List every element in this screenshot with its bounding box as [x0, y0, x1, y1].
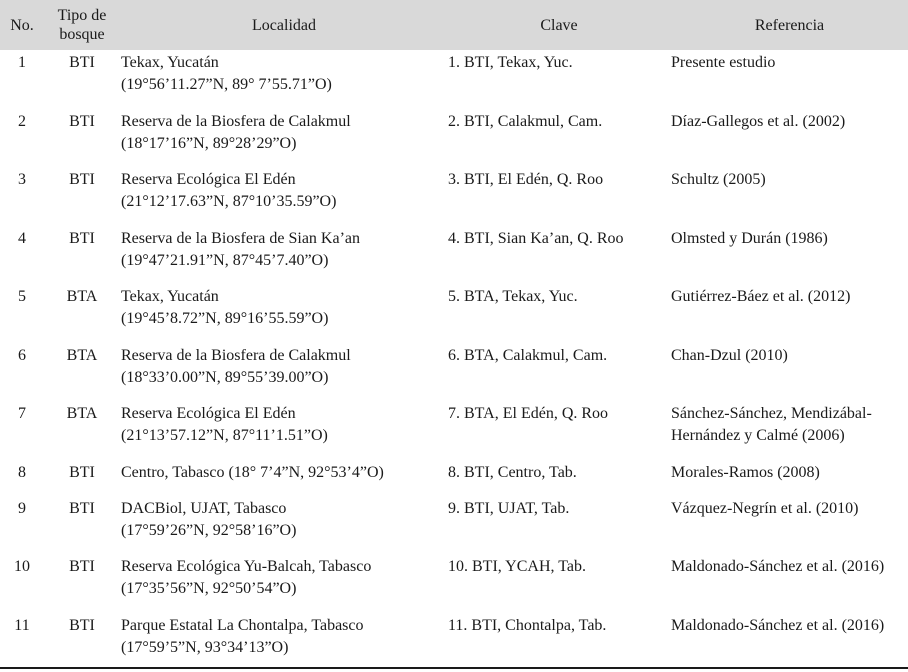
- cell-referencia: [671, 498, 907, 520]
- cell-localidad-line: (21°13’57.12”N, 87°11’1.51”O): [121, 427, 328, 444]
- cell-tipo: [58, 111, 106, 133]
- cell-localidad-line: Parque Estatal La Chontalpa, Tabasco: [121, 617, 364, 634]
- cell-localidad-line: Tekax, Yucatán: [121, 288, 219, 305]
- cell-referencia: [671, 345, 907, 367]
- cell-no: [0, 615, 44, 637]
- cell-clave: [448, 169, 658, 191]
- cell-tipo: [58, 52, 106, 74]
- cell-localidad-line: (17°59’26”N, 92°58’16”O): [121, 522, 297, 539]
- cell-referencia-line: Sánchez-Sánchez, Mendizábal-: [671, 405, 872, 422]
- cell-clave: [448, 111, 658, 133]
- cell-clave: [448, 498, 658, 520]
- cell-referencia: [671, 615, 907, 637]
- cell-referencia: [671, 52, 907, 74]
- cell-localidad: [121, 169, 431, 213]
- cell-localidad: [121, 286, 431, 330]
- cell-clave-line: 4. BTI, Sian Ka’an, Q. Roo: [448, 230, 624, 247]
- cell-clave-line: 10. BTI, YCAH, Tab.: [448, 558, 586, 575]
- cell-referencia: [671, 111, 907, 133]
- cell-clave-line: 2. BTI, Calakmul, Cam.: [448, 113, 603, 130]
- cell-localidad-line: Reserva Ecológica Yu-Balcah, Tabasco: [121, 558, 372, 575]
- cell-tipo-line: BTI: [69, 558, 95, 575]
- cell-clave-line: 7. BTA, El Edén, Q. Roo: [448, 405, 609, 422]
- cell-tipo-line: BTI: [69, 230, 95, 247]
- cell-clave: [448, 462, 658, 484]
- cell-no-line: 10: [14, 558, 30, 575]
- cell-no-line: 1: [18, 54, 26, 71]
- cell-localidad: [121, 403, 431, 447]
- cell-localidad: [121, 52, 431, 96]
- cell-localidad-line: Reserva de la Biosfera de Calakmul: [121, 347, 351, 364]
- cell-clave-line: 9. BTI, UJAT, Tab.: [448, 500, 570, 517]
- cell-referencia: [671, 556, 907, 578]
- cell-tipo-line: BTI: [69, 617, 95, 634]
- cell-tipo-line: BTI: [69, 113, 95, 130]
- header-tipo-line2: bosque: [59, 26, 105, 43]
- cell-clave-line: 6. BTA, Calakmul, Cam.: [448, 347, 608, 364]
- cell-referencia: [671, 462, 907, 484]
- header-localidad: Localidad: [252, 16, 316, 34]
- cell-localidad-line: Reserva de la Biosfera de Sian Ka’an: [121, 230, 361, 247]
- cell-referencia-line: Maldonado-Sánchez et al. (2016): [671, 617, 885, 634]
- cell-referencia-line: Presente estudio: [671, 54, 776, 71]
- cell-no-line: 3: [18, 171, 26, 188]
- cell-clave: [448, 345, 658, 367]
- cell-localidad: [121, 228, 431, 272]
- cell-clave: [448, 228, 658, 250]
- cell-tipo: [58, 403, 106, 425]
- cell-tipo: [58, 556, 106, 578]
- cell-localidad-line: (19°56’11.27”N, 89° 7’55.71”O): [121, 76, 332, 93]
- header-referencia: Referencia: [754, 16, 825, 34]
- cell-localidad-line: (18°33’0.00”N, 89°55’39.00”O): [121, 369, 329, 386]
- cell-localidad-line: (19°45’8.72”N, 89°16’55.59”O): [121, 310, 329, 327]
- cell-localidad-line: (17°35’56”N, 92°50’54”O): [121, 580, 297, 597]
- header-tipo-bosque: [46, 0, 118, 50]
- cell-tipo-line: BTI: [69, 500, 95, 517]
- cell-referencia: [671, 228, 907, 250]
- cell-localidad-line: (21°12’17.63”N, 87°10’35.59”O): [121, 193, 337, 210]
- cell-tipo: [58, 169, 106, 191]
- cell-referencia-line: Maldonado-Sánchez et al. (2016): [671, 558, 885, 575]
- cell-referencia-line: Chan-Dzul (2010): [671, 347, 788, 364]
- cell-localidad-line: Centro, Tabasco (18° 7’4”N, 92°53’4”O): [121, 464, 384, 481]
- header-no: No.: [10, 16, 34, 34]
- cell-clave: [448, 615, 658, 637]
- cell-localidad: [121, 556, 431, 600]
- cell-clave: [448, 52, 658, 74]
- cell-tipo-line: BTI: [69, 171, 95, 188]
- cell-clave-line: 8. BTI, Centro, Tab.: [448, 464, 577, 481]
- cell-no: [0, 111, 44, 133]
- cell-no-line: 2: [18, 113, 26, 130]
- cell-tipo: [58, 286, 106, 308]
- cell-no: [0, 556, 44, 578]
- cell-localidad-line: Reserva Ecológica El Edén: [121, 171, 296, 188]
- cell-tipo-line: BTA: [66, 405, 98, 422]
- cell-no-line: 4: [18, 230, 26, 247]
- cell-tipo: [58, 615, 106, 637]
- cell-referencia-line: Vázquez-Negrín et al. (2010): [671, 500, 859, 517]
- cell-clave-line: 5. BTA, Tekax, Yuc.: [448, 288, 578, 305]
- cell-tipo-line: BTA: [66, 347, 98, 364]
- cell-clave: [448, 556, 658, 578]
- cell-clave: [448, 403, 658, 425]
- cell-referencia-line: Olmsted y Durán (1986): [671, 230, 828, 247]
- cell-tipo: [58, 228, 106, 250]
- cell-no-line: 11: [14, 617, 30, 634]
- header-clave: Clave: [540, 16, 578, 34]
- bottom-rule: [0, 667, 908, 669]
- cell-no: [0, 498, 44, 520]
- cell-localidad-line: (17°59’5”N, 93°34’13”O): [121, 639, 289, 656]
- cell-localidad: [121, 615, 431, 659]
- cell-no: [0, 462, 44, 484]
- cell-tipo: [58, 498, 106, 520]
- table-header: [0, 0, 908, 50]
- cell-localidad: [121, 462, 431, 484]
- cell-localidad: [121, 345, 431, 389]
- cell-tipo: [58, 462, 106, 484]
- cell-tipo-line: BTI: [69, 54, 95, 71]
- cell-clave: [448, 286, 658, 308]
- cell-no: [0, 403, 44, 425]
- cell-localidad-line: (18°17’16”N, 89°28’29”O): [121, 135, 297, 152]
- cell-referencia: [671, 403, 907, 447]
- cell-referencia-line: Hernández y Calmé (2006): [671, 427, 845, 444]
- cell-referencia-line: Morales-Ramos (2008): [671, 464, 820, 481]
- cell-referencia: [671, 286, 907, 308]
- cell-clave-line: 1. BTI, Tekax, Yuc.: [448, 54, 573, 71]
- cell-no: [0, 228, 44, 250]
- cell-referencia: [671, 169, 907, 191]
- cell-localidad-line: (19°47’21.91”N, 87°45’7.40”O): [121, 252, 329, 269]
- cell-referencia-line: Gutiérrez-Báez et al. (2012): [671, 288, 851, 305]
- cell-no-line: 7: [18, 405, 26, 422]
- cell-no-line: 5: [18, 288, 26, 305]
- cell-localidad-line: DACBiol, UJAT, Tabasco: [121, 500, 287, 517]
- header-tipo-line1: Tipo de: [57, 7, 107, 24]
- cell-localidad: [121, 111, 431, 155]
- cell-no-line: 6: [18, 347, 26, 364]
- cell-no-line: 8: [18, 464, 26, 481]
- cell-tipo: [58, 345, 106, 367]
- cell-localidad-line: Tekax, Yucatán: [121, 54, 219, 71]
- cell-no-line: 9: [18, 500, 26, 517]
- cell-no: [0, 52, 44, 74]
- cell-localidad-line: Reserva de la Biosfera de Calakmul: [121, 113, 351, 130]
- cell-tipo-line: BTA: [66, 288, 98, 305]
- cell-clave-line: 11. BTI, Chontalpa, Tab.: [448, 617, 607, 634]
- cell-no: [0, 286, 44, 308]
- cell-referencia-line: Schultz (2005): [671, 171, 766, 188]
- cell-no: [0, 345, 44, 367]
- cell-no: [0, 169, 44, 191]
- cell-tipo-line: BTI: [69, 464, 95, 481]
- cell-clave-line: 3. BTI, El Edén, Q. Roo: [448, 171, 604, 188]
- cell-localidad: [121, 498, 431, 542]
- cell-localidad-line: Reserva Ecológica El Edén: [121, 405, 296, 422]
- cell-referencia-line: Díaz-Gallegos et al. (2002): [671, 113, 846, 130]
